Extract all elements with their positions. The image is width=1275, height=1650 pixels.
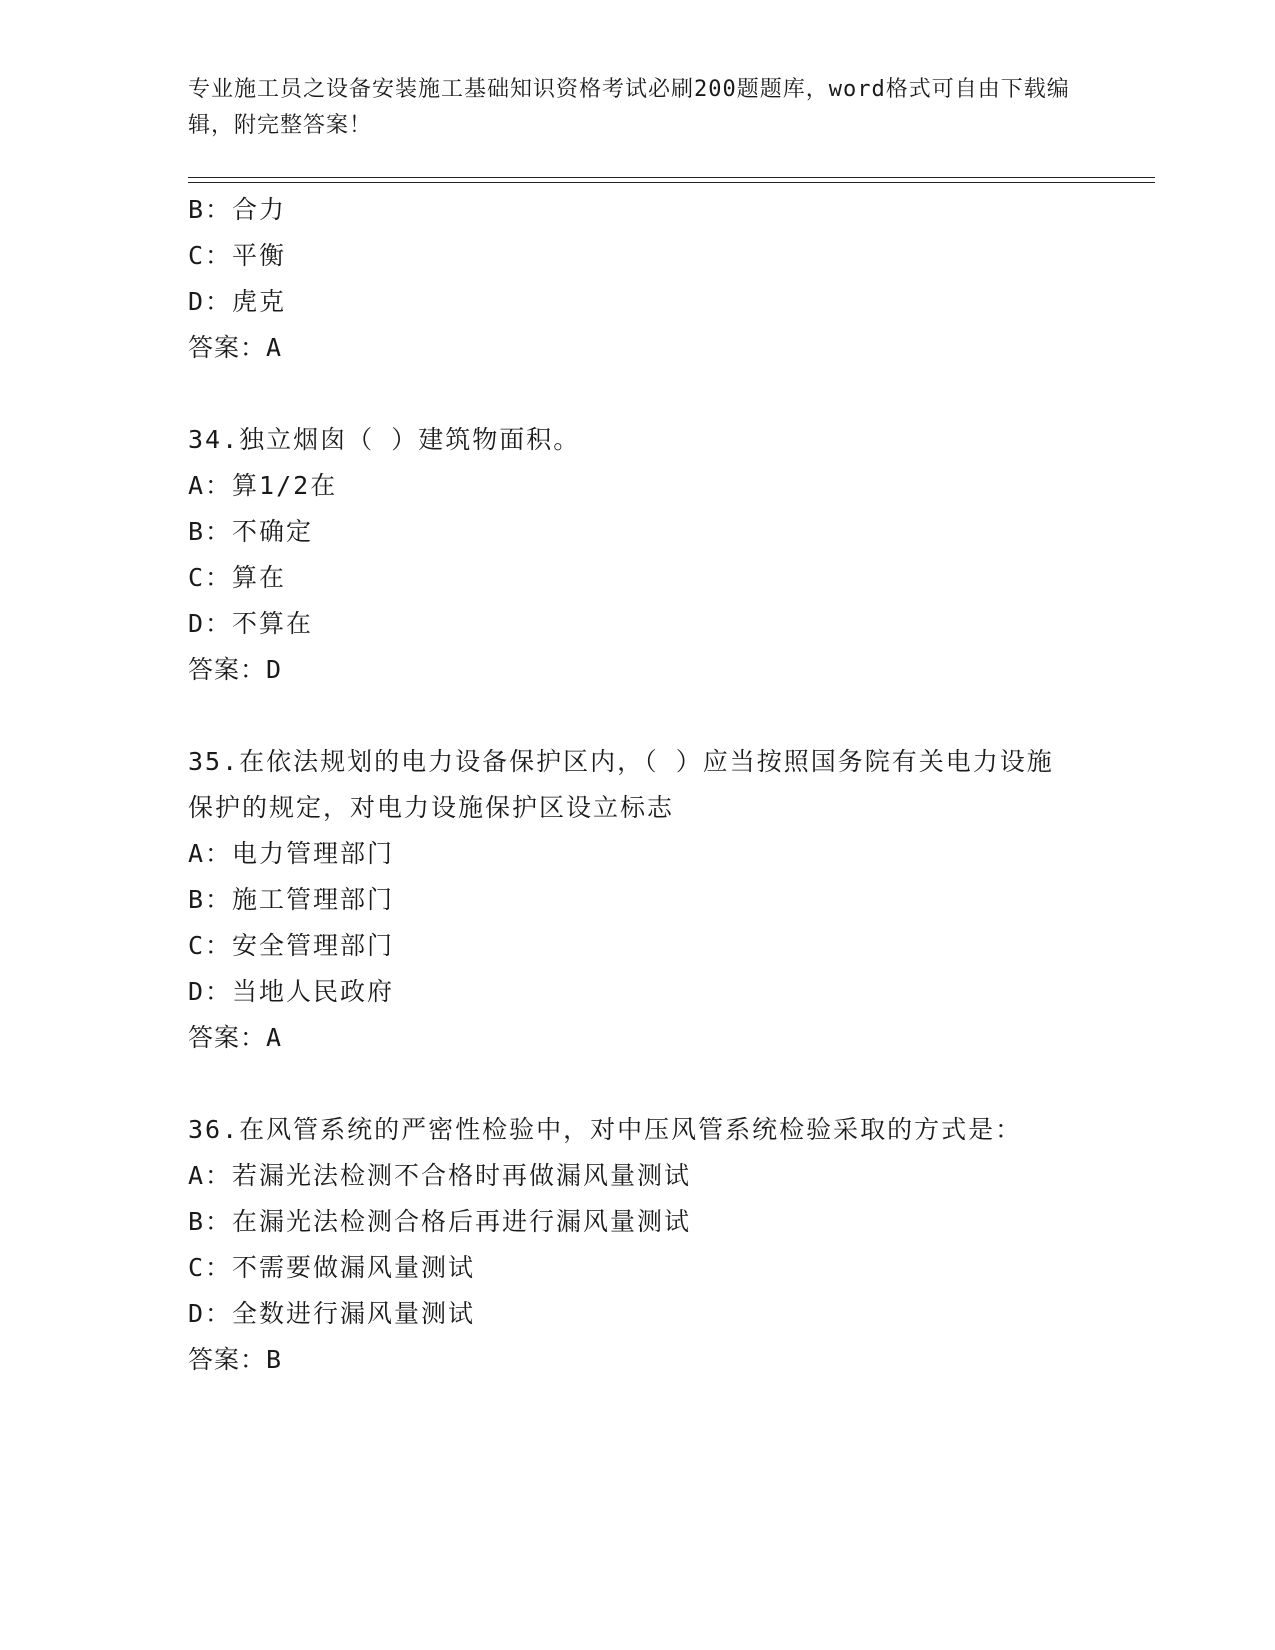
option-c: C：不需要做漏风量测试	[188, 1253, 476, 1282]
option-b: B：不确定	[188, 517, 314, 546]
header-rule-top	[188, 177, 1155, 178]
answer-line: 答案：D	[188, 655, 283, 684]
option-b: B：合力	[188, 195, 287, 224]
spacer	[188, 371, 1088, 417]
option-a: A：若漏光法检测不合格时再做漏风量测试	[188, 1161, 692, 1190]
question-36	[188, 1107, 1088, 1383]
option-a: A：算1/2在	[188, 471, 338, 500]
option-a: A：电力管理部门	[188, 839, 395, 868]
option-d: D：不算在	[188, 609, 314, 638]
answer-line: 答案：B	[188, 1345, 283, 1374]
answer-line: 答案：A	[188, 1023, 283, 1052]
question-text: 34.独立烟囱（ ）建筑物面积。	[188, 425, 581, 454]
header-rule-bottom	[188, 182, 1155, 183]
question-34	[188, 417, 1088, 693]
answer-line: 答案：A	[188, 333, 283, 362]
question-33-continuation	[188, 187, 1088, 371]
question-list	[188, 187, 1088, 1383]
option-b: B：在漏光法检测合格后再进行漏风量测试	[188, 1207, 692, 1236]
option-d: D：当地人民政府	[188, 977, 395, 1006]
option-c: C：安全管理部门	[188, 931, 395, 960]
question-text: 35.在依法规划的电力设备保护区内，（ ）应当按照国务院有关电力设施保护的规定，对电力设施保护区设立标志	[188, 747, 1054, 822]
question-35	[188, 739, 1088, 1061]
document-header: 专业施工员之设备安装施工基础知识资格考试必刷200题题库，word格式可自由下载编辑，附完整答案！	[188, 77, 1070, 138]
option-c: C：平衡	[188, 241, 287, 270]
option-c: C：算在	[188, 563, 287, 592]
option-d: D：全数进行漏风量测试	[188, 1299, 476, 1328]
spacer	[188, 1061, 1088, 1107]
option-b: B：施工管理部门	[188, 885, 395, 914]
spacer	[188, 693, 1088, 739]
option-d: D：虎克	[188, 287, 287, 316]
question-text: 36.在风管系统的严密性检验中，对中压风管系统检验采取的方式是：	[188, 1115, 1023, 1144]
